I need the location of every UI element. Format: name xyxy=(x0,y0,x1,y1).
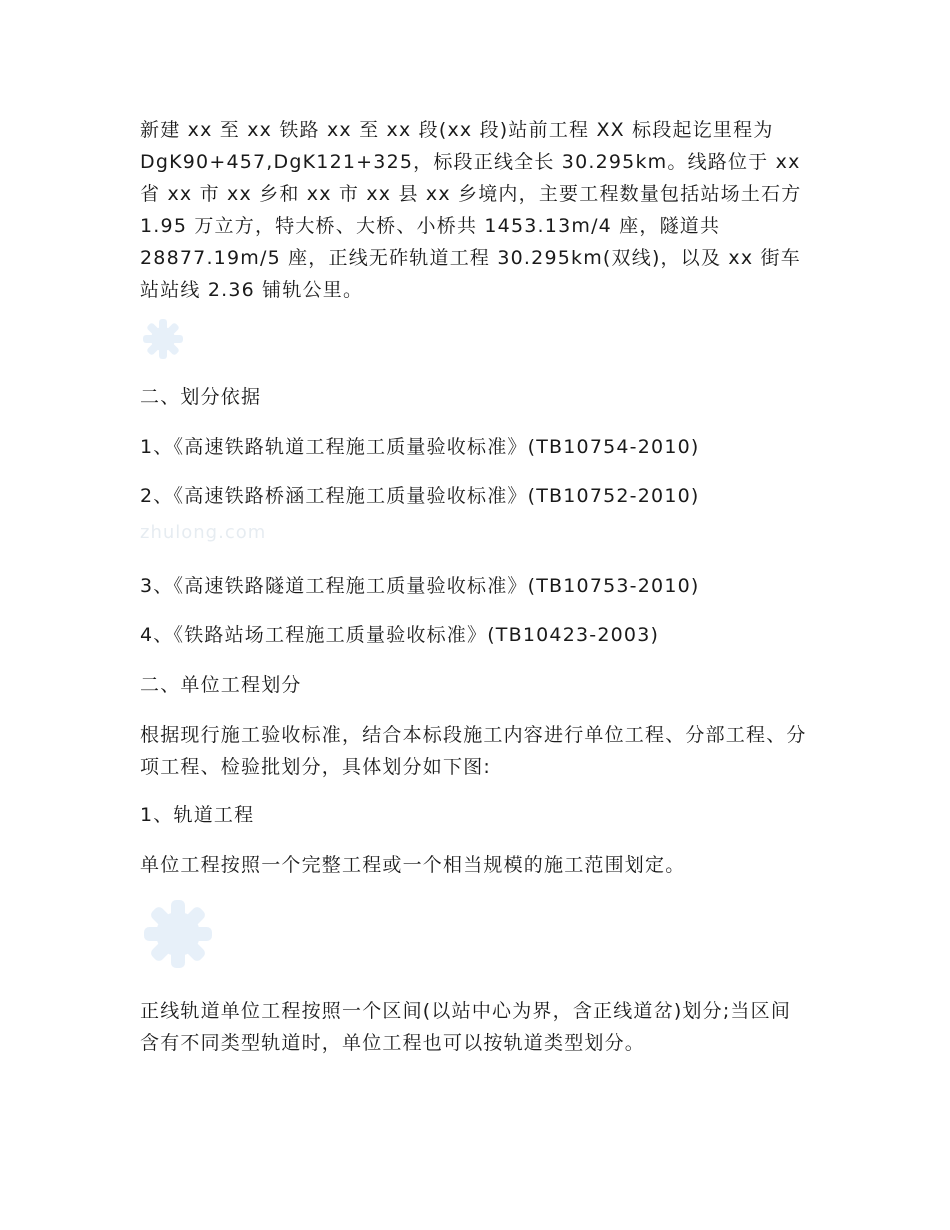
logo-watermark-icon-large xyxy=(140,896,216,972)
heading-basis: 二、划分依据 xyxy=(140,386,262,408)
unit-rule-paragraph: 单位工程按照一个完整工程或一个相当规模的施工范围划定。 xyxy=(140,854,686,876)
mainline-rule-paragraph: 正线轨道单位工程按照一个区间(以站中心为界，含正线道岔)划分;当区间含有不同类型轨道时，单位工程也可以按轨道类型划分。 xyxy=(140,1000,792,1054)
site-watermark-text: zhulong.com xyxy=(140,522,267,543)
standard-item-2: 2、《高速铁路桥涵工程施工质量验收标准》(TB10752-2010) xyxy=(140,485,700,507)
standard-item-1: 1、《高速铁路轨道工程施工质量验收标准》(TB10754-2010) xyxy=(140,436,700,458)
standard-item-3: 3、《高速铁路隧道工程施工质量验收标准》(TB10753-2010) xyxy=(140,575,700,597)
division-paragraph: 根据现行施工验收标准，结合本标段施工内容进行单位工程、分部工程、分项工程、检验批划分，具体划分如下图: xyxy=(140,724,807,778)
subheading-track: 1、轨道工程 xyxy=(140,804,255,826)
standard-item-4: 4、《铁路站场工程施工质量验收标准》(TB10423-2003) xyxy=(140,624,660,646)
heading-units: 二、单位工程划分 xyxy=(140,674,302,696)
intro-paragraph: 新建 xx 至 xx 铁路 xx 至 xx 段(xx 段)站前工程 XX 标段起讫里程为 DgK90+457,DgK121+325，标段正线全长 30.295km。线路位于 xx 省 xx 市 xx 乡和 xx 市 xx 县 xx 乡境内，主要工程数量包括站场土石方 1.95 万立方，特大桥、大桥、小桥共 1453.13m/4 座，隧道共 28877.19m/5 座，正线无砟轨道工程 30.295km(双线)，以及 xx 街车站站线 2.36 铺轨公里。 xyxy=(140,119,802,301)
logo-watermark-icon xyxy=(140,316,186,362)
